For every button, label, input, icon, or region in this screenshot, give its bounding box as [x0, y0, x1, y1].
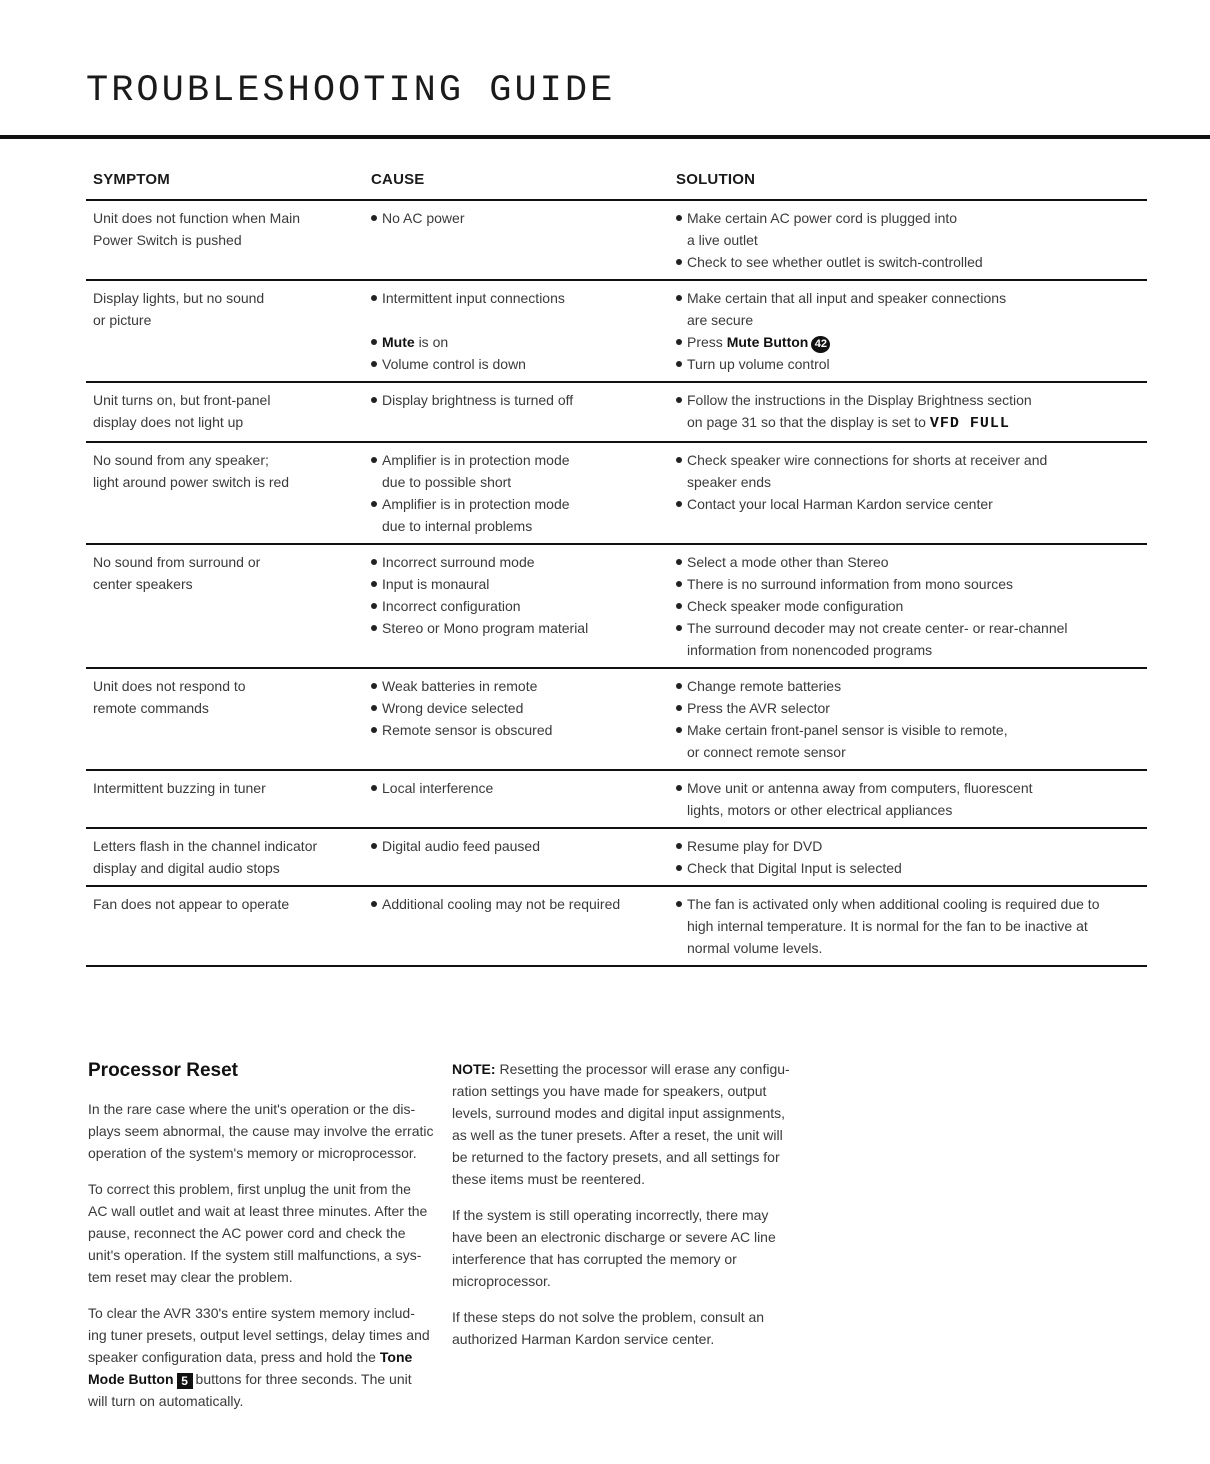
button-number-badge: 42	[811, 336, 830, 353]
solution-cell: Change remote batteries Press the AVR selector Make certain front-panel sensor is visible to remote, or connect remote sensor	[669, 675, 1147, 763]
cause-cell: Incorrect surround mode Input is monaural Incorrect configuration Stereo or Mono program material	[364, 551, 669, 661]
solution-cell: Move unit or antenna away from computers, fluorescent lights, motors or other electrical appliances	[669, 777, 1147, 821]
bullet	[676, 865, 682, 871]
symptom-cell: Unit does not respond to remote commands	[93, 678, 246, 716]
bullet	[371, 581, 377, 587]
bullet	[676, 785, 682, 791]
note-label: NOTE:	[452, 1061, 496, 1077]
solution-cell: The fan is activated only when additional cooling is required due to high internal temperature. It is normal for the fan to be inactive at normal volume levels.	[669, 893, 1147, 959]
cause-cell: Intermittent input connections Mute is on Volume control is down	[364, 287, 669, 375]
bullet	[371, 339, 377, 345]
table-row	[86, 383, 1147, 443]
cause-cell: Display brightness is turned off	[364, 389, 669, 435]
bullet	[676, 295, 682, 301]
solution-cell: Select a mode other than Stereo There is no surround information from mono sources Check speaker mode configuration The surround decoder may not create center- or rear-channel information from nonencoded programs	[669, 551, 1147, 661]
bullet	[371, 215, 377, 221]
bullet	[676, 603, 682, 609]
note-paragraph: NOTE: Resetting the processor will erase any configu- ration settings you have made for speakers, output levels, surround modes and digital input assignments, as well as the tuner presets. After a reset, the unit will be returned to the factory presets, and all settings for these items must be reentered.	[452, 1061, 790, 1187]
cause-cell: Digital audio feed paused	[364, 835, 669, 879]
paragraph: If the system is still operating incorrectly, there may have been an electronic discharge or severe AC line interference that has corrupted the memory or microprocessor.	[452, 1207, 776, 1289]
solution-cell: Follow the instructions in the Display Brightness section on page 31 so that the display is set to VFD FULL	[669, 389, 1147, 435]
processor-reset-section	[88, 1058, 434, 1426]
cause-cell: Amplifier is in protection mode due to possible short Amplifier is in protection mode due to internal problems	[364, 449, 669, 537]
cause-cell: Local interference	[364, 777, 669, 821]
table-row	[86, 201, 1147, 281]
title-rule	[0, 135, 1210, 139]
bullet	[676, 843, 682, 849]
symptom-cell: Letters flash in the channel indicator display and digital audio stops	[93, 838, 318, 876]
cause-cell: No AC power	[364, 207, 669, 273]
table-header	[86, 164, 1147, 201]
symptom-cell: No sound from any speaker; light around power switch is red	[93, 452, 290, 490]
bullet	[676, 339, 682, 345]
display-readout: VFD FULL	[929, 415, 1010, 432]
paragraph: In the rare case where the unit's operation or the dis- plays seem abnormal, the cause may involve the erratic operation of the system's memory or microprocessor.	[88, 1101, 434, 1161]
page-title: TROUBLESHOOTING GUIDE	[86, 70, 616, 112]
section-heading: Processor Reset	[88, 1060, 238, 1081]
table-row	[86, 829, 1147, 887]
bullet	[371, 785, 377, 791]
paragraph: To correct this problem, first unplug the unit from the AC wall outlet and wait at least three minutes. After the pause, reconnect the AC power cord and check the unit's operation. If the system still malfunctions, a sys- tem reset may clear the problem.	[88, 1181, 428, 1285]
cause-cell: Additional cooling may not be required	[364, 893, 669, 959]
bullet	[371, 501, 377, 507]
solution-cell: Make certain AC power cord is plugged into a live outlet Check to see whether outlet is switch-controlled	[669, 207, 1147, 273]
solution-cell: Resume play for DVD Check that Digital Input is selected	[669, 835, 1147, 879]
solution-cell: Make certain that all input and speaker connections are secure Press Mute Button 42 Turn up volume control	[669, 287, 1147, 375]
bullet	[676, 705, 682, 711]
bullet	[371, 361, 377, 367]
bullet	[676, 501, 682, 507]
solution-cell: Check speaker wire connections for shorts at receiver and speaker ends Contact your local Harman Kardon service center	[669, 449, 1147, 537]
bullet	[676, 215, 682, 221]
bullet	[371, 457, 377, 463]
bullet	[676, 625, 682, 631]
table-row	[86, 545, 1147, 669]
bullet	[676, 361, 682, 367]
table-row	[86, 887, 1147, 967]
symptom-cell: Fan does not appear to operate	[93, 896, 290, 912]
bullet	[371, 683, 377, 689]
table-row	[86, 669, 1147, 771]
bullet	[676, 457, 682, 463]
paragraph: To clear the AVR 330's entire system memory includ- ing tuner presets, output level settings, delay times and speaker configuration data, press and hold the Tone Mode Button 5 buttons for three seconds. The unit will turn on automatically.	[88, 1305, 430, 1409]
table-row	[86, 771, 1147, 829]
bullet	[371, 397, 377, 403]
bullet	[676, 683, 682, 689]
bullet	[676, 901, 682, 907]
paragraph: If these steps do not solve the problem, consult an authorized Harman Kardon service center.	[452, 1309, 765, 1347]
bullet	[371, 603, 377, 609]
bullet	[371, 295, 377, 301]
bullet	[676, 559, 682, 565]
bullet	[676, 259, 682, 265]
symptom-cell: Intermittent buzzing in tuner	[93, 780, 266, 796]
table-row	[86, 281, 1147, 383]
header-symptom: SYMPTOM	[93, 171, 170, 188]
cause-cell: Weak batteries in remote Wrong device selected Remote sensor is obscured	[364, 675, 669, 763]
bullet	[371, 625, 377, 631]
button-number-badge: 5	[177, 1373, 193, 1389]
bullet	[676, 727, 682, 733]
bullet	[371, 901, 377, 907]
symptom-cell: No sound from surround or center speakers	[93, 554, 261, 592]
symptom-cell: Unit turns on, but front-panel display does not light up	[93, 392, 271, 430]
bullet	[371, 843, 377, 849]
bullet	[676, 581, 682, 587]
troubleshooting-table	[86, 164, 1147, 967]
symptom-cell: Unit does not function when Main Power Switch is pushed	[93, 210, 301, 248]
note-section	[452, 1058, 812, 1364]
table-row	[86, 443, 1147, 545]
bullet	[371, 559, 377, 565]
header-solution: SOLUTION	[676, 171, 756, 188]
header-cause: CAUSE	[371, 171, 425, 188]
bullet	[371, 727, 377, 733]
bullet	[371, 705, 377, 711]
bullet	[676, 397, 682, 403]
symptom-cell: Display lights, but no sound or picture	[93, 290, 265, 328]
